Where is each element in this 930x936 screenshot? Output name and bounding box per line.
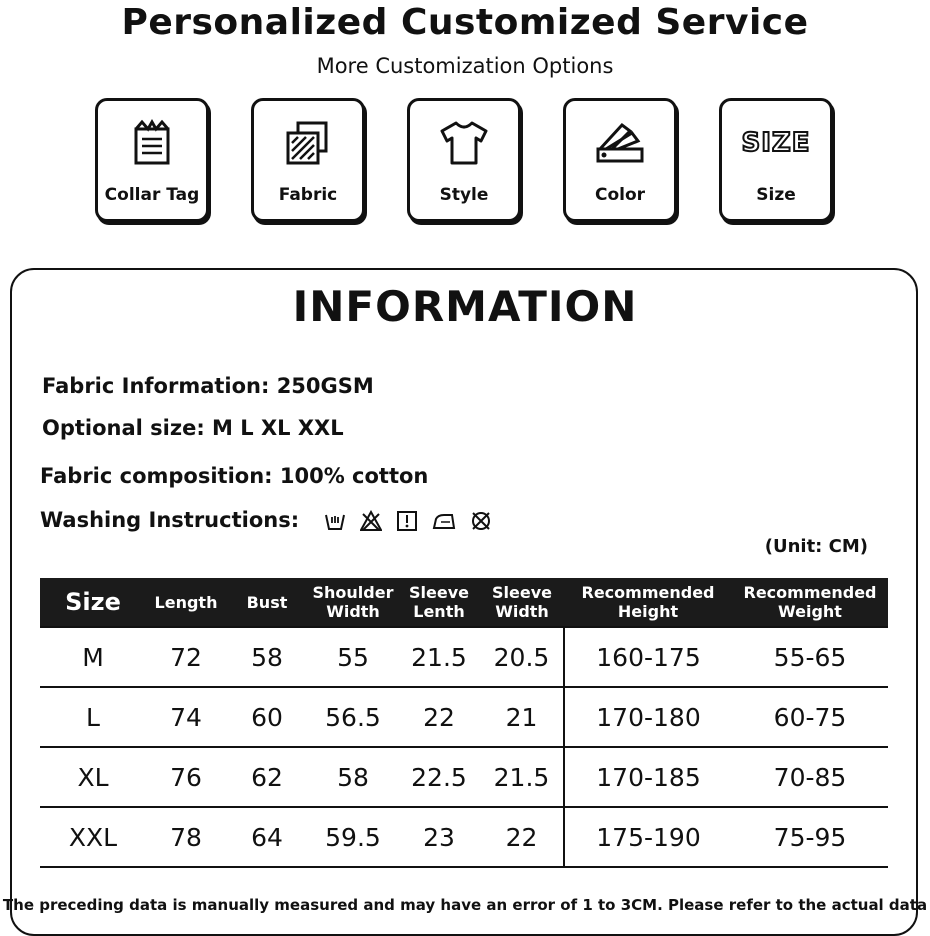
table-cell: 20.5 <box>480 627 564 687</box>
fabric-composition: Fabric composition: 100% cotton <box>40 464 429 488</box>
table-cell: 75-95 <box>732 807 888 867</box>
table-row <box>40 627 888 687</box>
table-cell: 170-180 <box>564 687 732 747</box>
table-cell: 74 <box>146 687 226 747</box>
table-row <box>40 747 888 807</box>
table-cell: 55 <box>308 627 398 687</box>
table-cell: M <box>40 627 146 687</box>
table-cell: 76 <box>146 747 226 807</box>
table-cell: 64 <box>226 807 308 867</box>
option-label: Color <box>594 185 646 205</box>
table-row <box>40 687 888 747</box>
color-swatch-icon <box>566 115 674 171</box>
table-cell: 72 <box>146 627 226 687</box>
fabric-icon <box>254 115 362 171</box>
page-subtitle: More Customization Options <box>316 54 614 78</box>
option-label: Style <box>439 185 489 205</box>
column-header: Recommended Weight <box>732 578 888 627</box>
column-header: Sleeve Width <box>480 578 564 627</box>
size-icon-text: SIZE <box>741 128 811 158</box>
table-cell: 78 <box>146 807 226 867</box>
tumble-dry-icon <box>396 510 418 532</box>
information-heading: INFORMATION <box>292 282 638 331</box>
table-header-row <box>40 578 888 627</box>
table-cell: 60-75 <box>732 687 888 747</box>
table-row <box>40 807 888 867</box>
table-cell: L <box>40 687 146 747</box>
table-cell: 21.5 <box>398 627 480 687</box>
option-card-color[interactable] <box>563 98 677 222</box>
optional-size: Optional size: M L XL XXL <box>42 416 344 440</box>
column-header: Bust <box>226 578 308 627</box>
option-label: Size <box>756 185 796 205</box>
do-not-bleach-icon <box>360 510 382 532</box>
option-card-fabric[interactable] <box>251 98 365 222</box>
option-card-collar-tag[interactable] <box>95 98 209 222</box>
unit-label: (Unit: CM) <box>764 536 868 557</box>
column-header: Shoulder Width <box>308 578 398 627</box>
table-cell: XXL <box>40 807 146 867</box>
table-cell: 58 <box>226 627 308 687</box>
table-cell: 175-190 <box>564 807 732 867</box>
table-cell: 170-185 <box>564 747 732 807</box>
hand-wash-icon <box>324 510 346 532</box>
table-cell: XL <box>40 747 146 807</box>
wash-icons <box>324 510 492 532</box>
column-header: Size <box>40 578 146 627</box>
washing-instructions-row <box>40 508 492 532</box>
fabric-information: Fabric Information: 250GSM <box>42 374 374 398</box>
option-label: Fabric <box>278 185 338 205</box>
size-table <box>40 578 888 868</box>
table-cell: 21.5 <box>480 747 564 807</box>
option-label: Collar Tag <box>104 185 200 205</box>
collar-tag-icon <box>98 115 206 171</box>
table-cell: 58 <box>308 747 398 807</box>
table-cell: 56.5 <box>308 687 398 747</box>
table-cell: 55-65 <box>732 627 888 687</box>
table-cell: 59.5 <box>308 807 398 867</box>
table-cell: 22.5 <box>398 747 480 807</box>
option-card-size[interactable] <box>719 98 833 222</box>
column-header: Recommended Height <box>564 578 732 627</box>
customization-options <box>95 98 835 226</box>
table-cell: 60 <box>226 687 308 747</box>
table-cell: 21 <box>480 687 564 747</box>
page-title: Personalized Customized Service <box>121 2 809 43</box>
table-cell: 22 <box>480 807 564 867</box>
tshirt-icon <box>410 115 518 171</box>
iron-icon <box>432 510 456 532</box>
do-not-dry-clean-icon <box>470 510 492 532</box>
table-cell: 70-85 <box>732 747 888 807</box>
table-cell: 160-175 <box>564 627 732 687</box>
column-header: Sleeve Lenth <box>398 578 480 627</box>
footnote: The preceding data is manually measured and may have an error of 1 to 3CM. Please refer to the actual data <box>2 896 928 914</box>
column-header: Length <box>146 578 226 627</box>
table-cell: 22 <box>398 687 480 747</box>
table-cell: 62 <box>226 747 308 807</box>
table-cell: 23 <box>398 807 480 867</box>
size-icon <box>722 115 830 171</box>
washing-instructions-label: Washing Instructions: <box>40 508 300 532</box>
option-card-style[interactable] <box>407 98 521 222</box>
